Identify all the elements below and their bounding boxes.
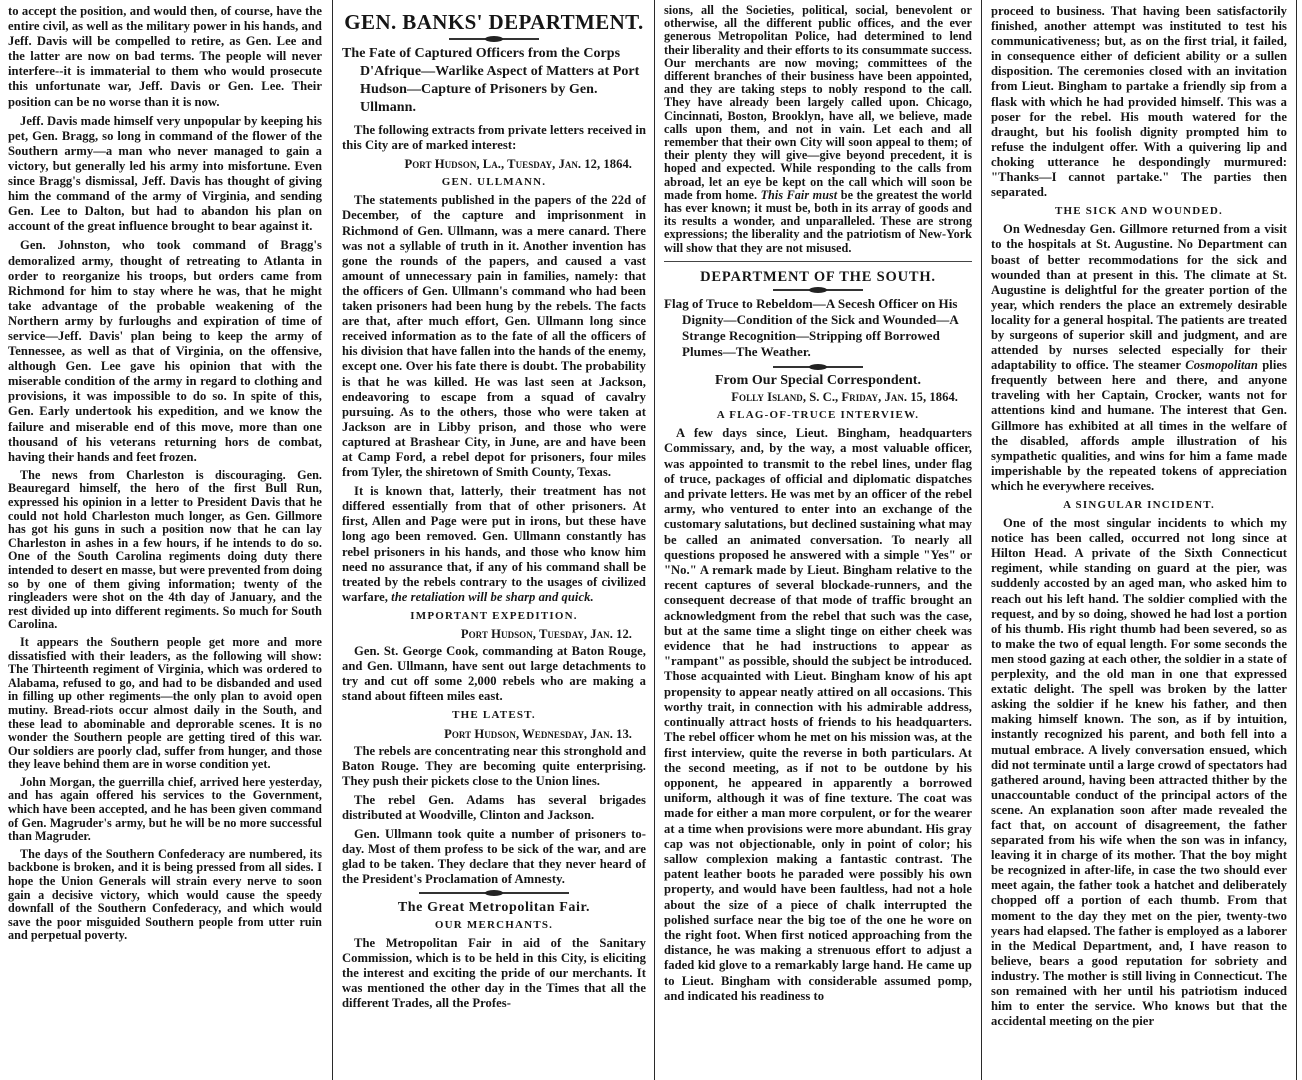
ornamental-dash: [449, 38, 539, 40]
section-title: A FLAG-OF-TRUCE INTERVIEW.: [716, 409, 920, 422]
paragraph-text: It is known that, latterly, their treatment has not differed essentially from that of other prisoners. At first, Allen and Page were put in irons, but these have long ago been removed. Gen. Ullmann constantly has rebel prisoners in his hands, and those who know him need no assurance that, if any of his command shall be treated by the rebels contrary to the usages of civilized warfare,: [342, 484, 646, 604]
page-edge-rule: [1296, 0, 1297, 1080]
subheadline: The Fate of Captured Officers from the Corps D'Afrique—Warlike Aspect of Matters at Port Hudson—Capture of Prisoners by Gen. Ullmann.: [342, 46, 640, 115]
section-title: GEN. ULLMANN.: [441, 176, 547, 189]
article-paragraph: It appears the Southern people get more and more dissatisfied with their leaders, as the following will show: The Thirteenth regiment of Virginia, which was ordered to Alabama, refused to go, and had to be disbanded and used in filling up other regiments—the only plan to avoid open mutiny. Bread-riots occur almost daily in the South, and these lead to abominable and deprorable scenes. It is no wonder the Southern people are getting tired of this war. Our soldiers are poorly clad, suffer from hunger, and those they leave behind them are in worse condition yet.: [8, 634, 322, 772]
headline-banks-department: GEN. BANKS' DEPARTMENT.: [344, 10, 644, 34]
dateline: Folly Island, S. C., Friday, Jan. 15, 1864.: [731, 390, 958, 405]
column-rule-2: [654, 0, 655, 1080]
column-1: [0, 0, 330, 947]
headline-department-of-the-south: DEPARTMENT OF THE SOUTH.: [700, 268, 936, 285]
italic-text: This Fair must: [760, 187, 838, 202]
section-title: A SINGULAR INCIDENT.: [1063, 499, 1215, 511]
section-title: IMPORTANT EXPEDITION.: [410, 609, 578, 622]
dateline: Port Hudson, La., Tuesday, Jan. 12, 1864.: [404, 157, 632, 172]
dateline: Port Hudson, Wednesday, Jan. 13.: [444, 726, 632, 741]
article-paragraph: proceed to business. That having been satisfactorily finished, another attempt was instituted to test his communicativeness; but, as on the first trial, it failed, in consequence either of deficient ability or a sullen disposition. The ceremonies closed with an invitation from Lieut. Bingham to partake a friendly sip from a flask with which he had provided himself. This was a poser for the rebel. His mouth watered for the draught, but his foolish dignity prompted him to refuse the indulgent offer. With a quivering lip and choking utterance he despondingly murmured: "Thanks—I cannot partake." The parties then separated.: [991, 4, 1287, 200]
article-paragraph: Gen. Johnston, who took command of Bragg's demoralized army, thought of retreating to Atlanta in order to reorganize his troops, but orders came from Richmond for him to stay where he was, that he might take advantage of the probable weakening of the Northern army by furloughs and expiration of time of service—Jeff. Davis' plan being to keep the army of Tennessee, as well as that of Virginia, on the offensive, although Gen. Lee gave his opinion that with the miserable condition of the army in regard to clothing and provisions, it was impossible to do so. In spite of this, Gen. Early undertook his expedition, and we know the failure and miserable end of this move, more than one thousand of his veterans returning hors de combat, having their hands and feet frozen.: [8, 238, 322, 464]
dateline: Port Hudson, Tuesday, Jan. 12.: [460, 627, 632, 641]
ornamental-dash: [773, 289, 863, 291]
article-paragraph: [342, 484, 646, 605]
article-paragraph: [664, 4, 972, 255]
article-paragraph: One of the most singular incidents to which my notice has been called, occurred not long since at Hilton Head. A private of the Sixth Connecticut regiment, while standing on guard at the pier, was suddenly accosted by an aged man, who asked him to reach out his left hand. The soldier complied with the request, and by so doing, showed he had lost a portion of his thumb. His right thumb had been severed, so as to make the two of equal length. For some seconds the men stood gazing at each other, the soldier in a state of perplexity, and the old man in one that expressed extatic delight. The spell was broken by the latter asking the soldier if he knew his father, and then making himself known. The son, as if by intuition, instantly recognized his parent, and both fell into a mutual embrace. A lively conversation ensued, which did not terminate until a large crowd of spectators had gathered around, having been attracted thither by the unaccountable conduct of the principal actors of the scene. An explanation soon after made revealed the fact that, on account of disagreement, the father separated from his wife when the son was in infancy, leaving it in charge of its mother. That the boy might be recognized in after-life, in case the two should ever meet again, the father took a hatchet and deliberately chopped off a portion of each thumb. From that moment to the day they met on the pier, twenty-two years had elapsed. The father is employed as a laborer in the Medical Department, and, I have reason to believe, bears a good reputation for sobriety and industry. The mother is still living in Connecticut. The son remained with her until his patriotism induced him to enter the service. Who knows but that the accidental meeting on the pier: [991, 516, 1288, 1029]
italic-text: Cosmopolitan: [1185, 358, 1258, 373]
section-title: OUR MERCHANTS.: [434, 918, 554, 931]
column-rule-3: [981, 0, 982, 1080]
article-paragraph: The statements published in the papers of the 22d of December, of the capture and imprisonment in Richmond of Gen. Ullmann, was a mere canard. There was not a syllable of truth in it. Another invention has gone the rounds of the papers, and caused a vast amount of unnecessary pain in families, namely: that the officers of Gen. Ullmann's command who had been taken prisoners had been hung by the rebels. The facts are that, after much effort, Gen. Ullmann long since received information as to the fate of all the officers of his division that have fallen into the hands of the enemy, except one. Over his fate there is doubt. The probability is that he was killed. He was last seen at Jackson, endeavoring to escape from a squad of cavalry pursuing. As to the others, those who were taken at Jackson are in Libby prison, and those who were captured at Brashear City, in June, are and have been at Camp Ford, a rebel depot for prisoners, four miles from Tyler, the shiretown of Smith County, Texas.: [342, 193, 646, 480]
paragraph-text: be the greatest the world has ever known; it must be, both in its array of goods and its results a wonder, and unparalleled. These are strong expressions; the liberality and the patriotism of New-York will show that they are not misused.: [664, 187, 972, 255]
article-paragraph: John Morgan, the guerrilla chief, arrived here yesterday, and has again offered his services to the Government, which have been accepted, and he has been given command of Gen. Magruder's army, but he will be no more successful than Magruder.: [8, 774, 322, 844]
article-paragraph: The Metropolitan Fair in aid of the Sanitary Commission, which is to be held in this City, is eliciting the interest and exciting the pride of our merchants. It was mentioned the other day in the Times that all the different Trades, all the Profes-: [342, 935, 646, 1011]
column-3: [656, 0, 980, 1008]
italic-text: the retaliation will be sharp and quick.: [391, 589, 594, 604]
article-paragraph: A few days since, Lieut. Bingham, headquarters Commissary, and, by the way, a most valuable officer, was appointed to transmit to the rebel lines, under flag of truce, packages of official and diplomatic dispatches and private letters. He was met by an officer of the rebel army, who ventured to enter into an exchange of the customary salutations, but declined sustaining what may be called an animated conversation. To nearly all questions proposed he answered with a simple "Yes" or "No." A remark made by Lieut. Bingham relative to the recent captures of several blockade-runners, and the consequent decrease of that mode of traffic brought an acknowledgment from the rebel that such was the case, but at the same time a slight tinge on either cheek was evidence that he had instructions to appear as "rampant" as possible, should the subject be introduced. Those acquainted with Lieut. Bingham know of his apt propensity to appear neatly attired on all occasions. This worthy trait, in connection with his admirable address, continually attract hosts of friends to his headquarters. The rebel officer whom he met on his mission was, at the first interview, quite the reverse in both particulars. At the second meeting, as if not to be outdone by his opponent, he appeared in apparently a borrowed uniform, although it was of fine texture. The coat was made for either a man more corpulent, or for the wearer at a time when provisions were more abundant. His gray cap was not objectionable, only in point of color; his sallow complexion making a fantastic contrast. The patent leather boots he paraded were possibly his own property, and would have been faultless, had not a hole about the size of a piece of chalk interrupted the polished surface near the big toe of the one he wore on the right foot. When first noticed approaching from the distance, he was making a strenuous effort to adjust a faded kid glove to a remarkably large hand. He came up to Lieut. Bingham with considerable assumed pomp, and indicated his readiness to: [664, 426, 973, 1003]
headline-metropolitan-fair: The Great Metropolitan Fair.: [397, 899, 591, 915]
section-title: THE LATEST.: [452, 709, 536, 722]
article-paragraph: The rebels are concentrating near this stronghold and Baton Rouge. They are becoming quite enterprising. They push their pickets close to the Union lines.: [342, 743, 646, 788]
column-rule-1: [332, 0, 333, 1080]
ornamental-dash: [773, 366, 863, 368]
paragraph-text: sions, all the Societies, political, social, benevolent or otherwise, all the different public offices, and the ever generous Metropolitan Police, had determined to lend their liberality and their efforts to its consummate success. Our merchants are now moving; committees of the different branches of their business have been appointed, and they are taking steps to nobly respond to the call. They have already been largely called upon. Chicago, Cincinnati, Boston, Brooklyn, have all, we believe, made calls upon them, and not in vain. Let each and all remember that their own City will soon appeal to them; of their plenty they will give—give beyond precedent, it is hoped and expected. While responding to the calls from abroad, let an eye be kept on the call which will soon be made from home.: [664, 3, 972, 202]
column-4: [983, 0, 1295, 1033]
article-paragraph: [991, 222, 1287, 494]
column-2: [334, 0, 654, 1015]
article-paragraph: The rebel Gen. Adams has several brigades distributed at Woodville, Clinton and Jackson.: [342, 792, 646, 823]
section-divider: [419, 892, 569, 894]
section-title: THE SICK AND WOUNDED.: [1054, 205, 1224, 218]
paragraph-text: plies frequently between here and there, and anyone traveling with her Captain, Crocker, wants not for attentions kind and humane. The interest that Gen. Gillmore has exhibited at all times in the welfare of the disabled, affords ample illustration of his sympathetic qualities, and wins for him a fame made imperishable by the repeated tokens of appreciation which he everywhere receives.: [991, 358, 1287, 493]
section-rule: [664, 261, 972, 262]
article-paragraph: Jeff. Davis made himself very unpopular by keeping his pet, Gen. Bragg, so long in command of the flower of the Southern army—a man who never managed to gain a victory, but generally led his army into misfortune. Even since Bragg's dismissal, Jeff. Davis has thought of giving him the command of the army of Virginia, and sending Gen. Lee to Dalton, but had to abandon his plan on account of the great influence brought to bear against it.: [8, 113, 322, 234]
intro-paragraph: The following extracts from private letters received in this City are of marked interest:: [342, 123, 646, 153]
article-paragraph: to accept the position, and would then, of course, have the entire civil, as well as the military power in his hands, and Jeff. Davis will be compelled to retire, as Gen. Lee and the latter are now on bad terms. The people will never interfere--it is immaterial to them who would prosecute this unfortunate war, Jeff. Davis or Gen. Lee. Their position can be no worse than it is now.: [8, 4, 322, 109]
byline: From Our Special Correspondent.: [714, 372, 922, 388]
article-paragraph: Gen. St. George Cook, commanding at Baton Rouge, and Gen. Ullmann, have sent out large detachments to try and cut off some 2,000 rebels who are making a stand about fifteen miles east.: [342, 644, 646, 704]
article-paragraph: The news from Charleston is discouraging. Gen. Beauregard himself, the hero of the first Bull Run, expressed his opinion in a letter to President Davis that he could not hold Charleston much longer, as Gen. Gillmore has got his guns in such a position now that he can lay Charleston in ashes in a few hours, if he intends to do so. One of the South Carolina regiments doing duty there intended to desert en masse, but were prevented from doing so by one of them giving information; twenty of the ringleaders were shot on the 4th day of January, and the rest divided up into different regiments. So much for South Carolina.: [8, 467, 322, 632]
paragraph-text: On Wednesday Gen. Gillmore returned from a visit to the hospitals at St. Augustine. No Department can boast of better recommodations for the sick and wounded than at present in this. The climate at St. Augustine is delightful for the greater portion of the year, which renders the place an extremely desirable locality for a general hospital. The patients are treated by surgeons of superior skill and judgment, and are attended by nurses selected especially for their adaptability to office. The steamer: [991, 222, 1287, 373]
subheadline: Flag of Truce to Rebeldom—A Secesh Officer on His Dignity—Condition of the Sick and Wounded—A Strange Recognition—Stripping off Borrowed Plumes—The Weather.: [664, 295, 959, 359]
article-paragraph: The days of the Southern Confederacy are numbered, its backbone is broken, and it is being pressed from all sides. I hope the Union Generals will strain every nerve to soon gain a decisive victory, which would cause the speedy downfall of the Southern Confederacy, and which would save the poor misguided Southern people from utter ruin and perpetual poverty.: [8, 846, 322, 943]
article-paragraph: Gen. Ullmann took quite a number of prisoners to-day. Most of them profess to be sick of the war, and are glad to be taken. They declare that they never heard of the President's Proclamation of Amnesty.: [342, 827, 646, 887]
